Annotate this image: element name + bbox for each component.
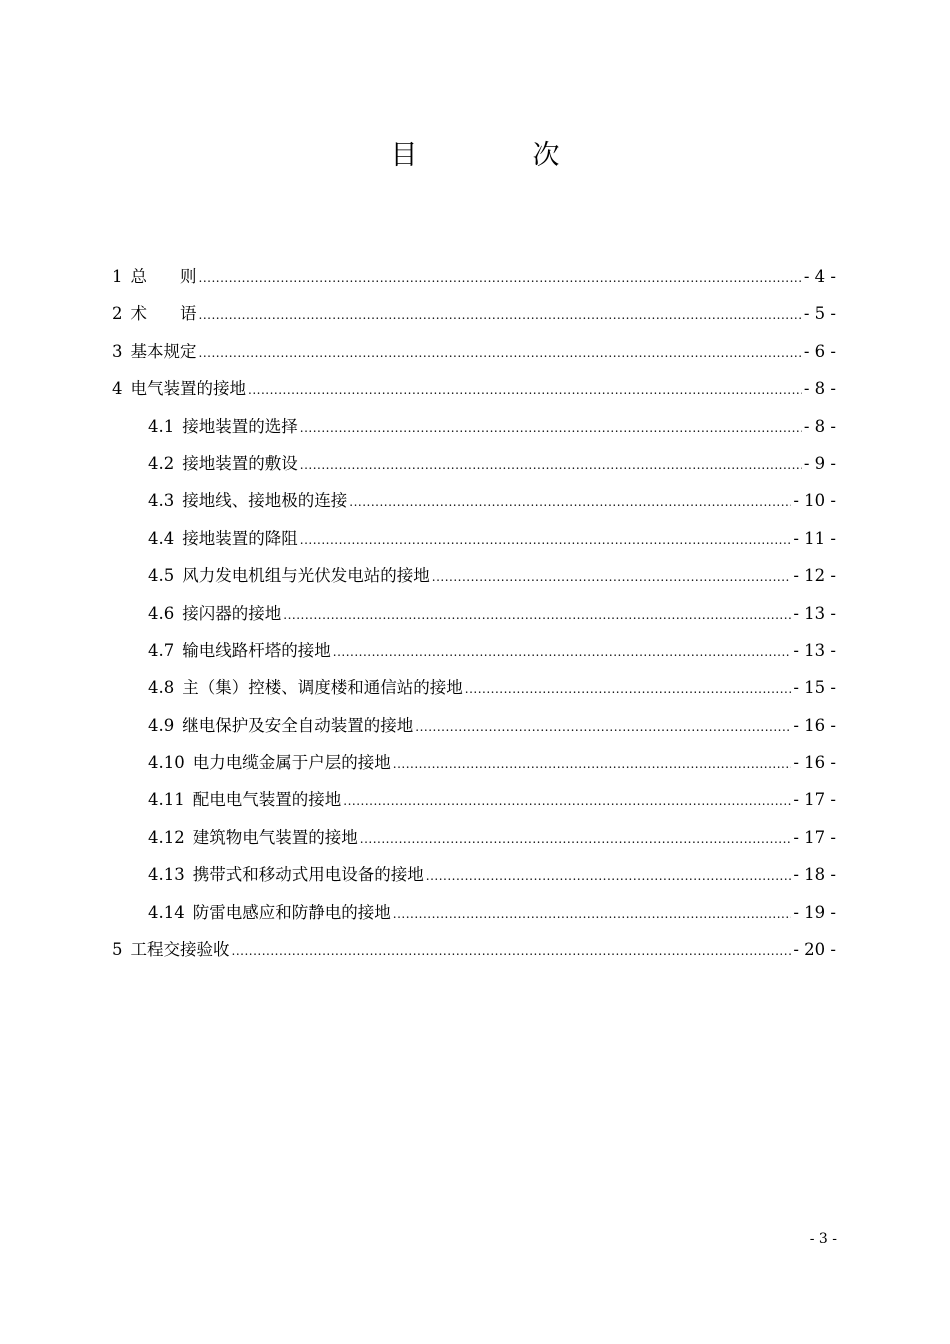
toc-entry[interactable]: [112, 374, 836, 411]
toc-dot-leader: [349, 487, 791, 517]
toc-entry-title: 防雷电感应和防静电的接地: [192, 902, 391, 922]
toc-entry-title: 风力发电机组与光伏发电站的接地: [182, 566, 430, 586]
toc-entry-page: - 8 -: [803, 379, 836, 399]
page-title: 目 次: [390, 140, 604, 171]
toc-dot-leader: [393, 899, 792, 929]
toc-entry-title: 接地装置的敷设: [182, 453, 298, 473]
toc-entry-page: - 20 -: [793, 940, 836, 960]
toc-dot-leader: [199, 338, 802, 368]
toc-entry-title: 电气装置的接地: [130, 379, 246, 399]
toc-entry-number: 4.12: [148, 827, 185, 847]
toc-entry[interactable]: [112, 262, 836, 299]
table-of-contents: [112, 262, 836, 972]
toc-dot-leader: [393, 749, 792, 779]
toc-entry-page: - 15 -: [793, 678, 836, 698]
toc-entry-number: 2: [112, 304, 123, 324]
toc-dot-leader: [199, 263, 802, 293]
toc-entry-number: 1: [112, 267, 123, 286]
toc-entry[interactable]: [112, 785, 836, 822]
toc-entry-number: 4.6: [148, 603, 175, 623]
toc-dot-leader: [333, 637, 792, 667]
toc-entry-page: - 12 -: [793, 566, 836, 586]
toc-entry[interactable]: [112, 449, 836, 486]
toc-entry[interactable]: [112, 711, 836, 748]
toc-entry-number: 4.10: [148, 753, 185, 773]
toc-entry-title: 工程交接验收: [130, 940, 230, 960]
toc-entry[interactable]: [112, 299, 836, 336]
toc-dot-leader: [360, 824, 792, 854]
toc-entry-title: 总 则: [130, 267, 197, 286]
toc-entry[interactable]: [112, 412, 836, 449]
toc-entry-title: 基本规定: [130, 341, 197, 361]
toc-entry-title: 继电保护及安全自动装置的接地: [182, 715, 414, 735]
toc-dot-leader: [300, 413, 802, 443]
toc-entry-number: 4.7: [148, 640, 175, 660]
toc-dot-leader: [343, 786, 791, 816]
toc-entry[interactable]: [112, 636, 836, 673]
toc-entry-number: 4: [112, 379, 123, 399]
toc-entry-page: - 9 -: [803, 453, 836, 473]
toc-entry[interactable]: [112, 673, 836, 710]
toc-entry-title: 建筑物电气装置的接地: [192, 827, 358, 847]
toc-entry-page: - 5 -: [803, 304, 836, 324]
toc-entry-title: 接地装置的降阻: [182, 528, 298, 548]
toc-dot-leader: [300, 450, 802, 480]
toc-entry-page: - 17 -: [793, 827, 836, 847]
toc-entry-number: 4.2: [148, 453, 175, 473]
toc-entry-page: - 17 -: [793, 790, 836, 810]
toc-entry-number: 4.14: [148, 902, 185, 922]
toc-entry[interactable]: [112, 823, 836, 860]
toc-entry-number: 4.3: [148, 491, 175, 511]
toc-entry[interactable]: [112, 486, 836, 523]
toc-entry-page: - 16 -: [793, 715, 836, 735]
toc-entry-number: 4.1: [148, 416, 175, 436]
toc-entry[interactable]: [112, 337, 836, 374]
toc-entry-title: 接地线、接地极的连接: [182, 491, 348, 511]
toc-entry-number: 4.13: [148, 865, 185, 885]
toc-entry-title: 术 语: [130, 304, 197, 324]
toc-dot-leader: [415, 712, 791, 742]
toc-dot-leader: [300, 525, 792, 555]
toc-entry[interactable]: [112, 524, 836, 561]
toc-entry[interactable]: [112, 860, 836, 897]
toc-entry-title: 携带式和移动式用电设备的接地: [192, 865, 424, 885]
toc-entry-page: - 10 -: [793, 491, 836, 511]
page-number: - 3 -: [809, 1231, 837, 1247]
toc-entry-page: - 6 -: [803, 341, 836, 361]
toc-entry-page: - 16 -: [793, 753, 836, 773]
toc-entry[interactable]: [112, 599, 836, 636]
toc-dot-leader: [283, 600, 791, 630]
toc-dot-leader: [199, 300, 802, 330]
toc-entry-page: - 18 -: [793, 865, 836, 885]
toc-entry-title: 接地装置的选择: [182, 416, 298, 436]
toc-dot-leader: [432, 562, 792, 592]
toc-entry[interactable]: [112, 748, 836, 785]
toc-entry-page: - 8 -: [803, 416, 836, 436]
toc-entry-number: 4.4: [148, 528, 175, 548]
toc-entry-page: - 13 -: [793, 640, 836, 660]
toc-entry-page: - 13 -: [793, 603, 836, 623]
toc-entry[interactable]: [112, 561, 836, 598]
toc-dot-leader: [232, 936, 792, 966]
toc-entry-number: 4.9: [148, 715, 175, 735]
toc-entry-title: 配电电气装置的接地: [192, 790, 342, 810]
toc-entry-page: - 11 -: [793, 528, 836, 548]
toc-dot-leader: [248, 375, 802, 405]
toc-entry-number: 4.8: [148, 678, 175, 698]
toc-entry-number: 5: [112, 940, 123, 960]
toc-entry-number: 4.11: [148, 790, 185, 810]
toc-entry-page: - 19 -: [793, 902, 836, 922]
toc-dot-leader: [465, 674, 792, 704]
toc-entry[interactable]: [112, 935, 836, 972]
toc-dot-leader: [426, 861, 792, 891]
toc-entry[interactable]: [112, 898, 836, 935]
toc-entry-title: 主（集）控楼、调度楼和通信站的接地: [182, 678, 463, 698]
toc-entry-title: 电力电缆金属于户层的接地: [192, 753, 391, 773]
toc-entry-number: 3: [112, 341, 123, 361]
toc-entry-title: 接闪器的接地: [182, 603, 282, 623]
toc-entry-number: 4.5: [148, 566, 175, 586]
toc-entry-title: 输电线路杆塔的接地: [182, 640, 331, 660]
toc-entry-page: - 4 -: [803, 267, 836, 286]
